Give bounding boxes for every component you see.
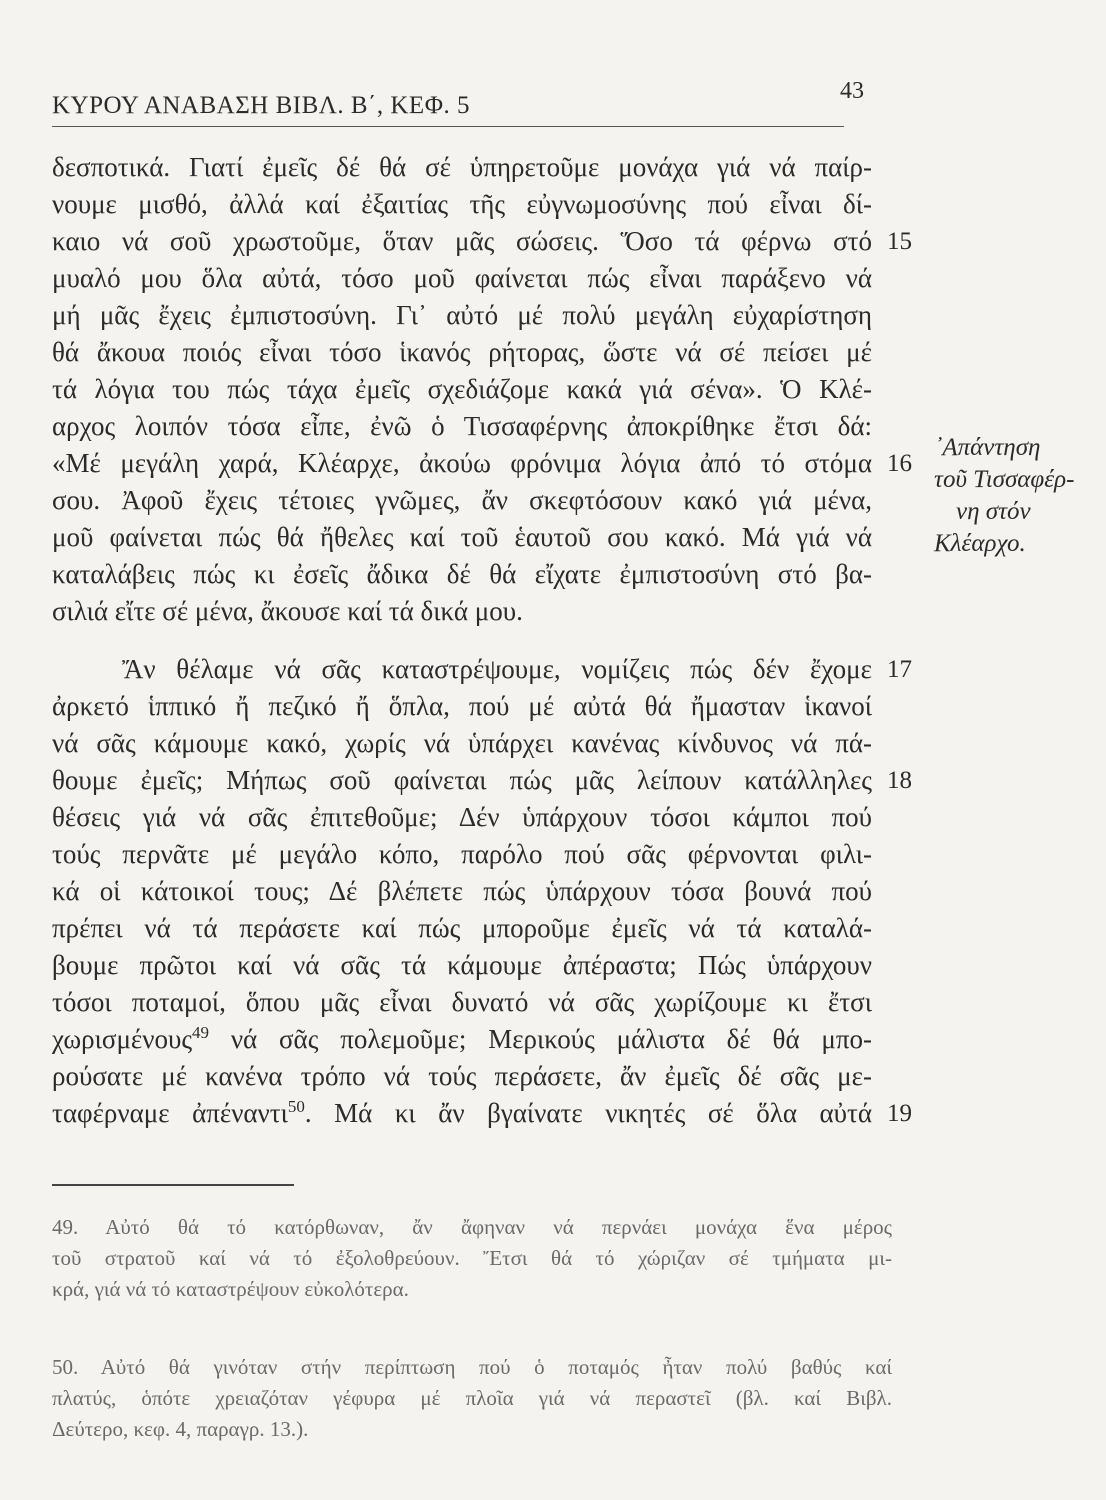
- section-number: 19: [887, 1100, 912, 1127]
- text-line: καταλάβεις πώς κι ἐσεῖς ἄδικα δέ θά εἴχατε ἐμπιστοσύνη στό βα-: [52, 559, 872, 589]
- footnote-separator: [52, 1184, 294, 1186]
- text-line: καιο νά σοῦ χρωστοῦμε, ὅταν μᾶς σώσεις. Ὅσο τά φέρνω στό: [52, 226, 872, 256]
- text-line: ρούσατε μέ κανένα τρόπο νά τούς περάσετε, ἄν ἐμεῖς δέ σᾶς με-: [52, 1061, 872, 1091]
- text-line: [52, 1022, 872, 1057]
- header-rule: [52, 126, 844, 127]
- margin-note-line: Κλέαρχο.: [934, 530, 1026, 557]
- text-segment: ταφέρναμε ἀπέναντι: [52, 1098, 288, 1128]
- text-line: τά λόγια του πώς τάχα ἐμεῖς σχεδιάζομε κακά γιά σένα». Ὁ Κλέ-: [52, 374, 872, 404]
- section-number: 16: [887, 450, 912, 477]
- text-line: σου. Ἀφοῦ ἔχεις τέτοιες γνῶμες, ἄν σκεφτόσουν κακό γιά μένα,: [52, 485, 872, 515]
- footnote-line: 50. Αὐτό θά γινόταν στήν περίπτωση πού ὁ ποταμός ἦταν πολύ βαθύς καί: [52, 1355, 892, 1379]
- text-line: τόσοι ποταμοί, ὅπου μᾶς εἶναι δυνατό νά σᾶς χωρίζουμε κι ἔτσι: [52, 987, 872, 1017]
- paragraph-first-line: Ἄν θέλαμε νά σᾶς καταστρέψουμε, νομίζεις πώς δέν ἔχομε: [122, 654, 872, 684]
- footnote-line: 49. Αὐτό θά τό κατόρθωναν, ἄν ἄφηναν νά περνάει μονάχα ἕνα μέρος: [52, 1215, 892, 1239]
- text-line: νουμε μισθό, ἀλλά καί ἐξαιτίας τῆς εὐγνωμοσύνης πού εἶναι δί-: [52, 189, 872, 219]
- text-line: θουμε ἐμεῖς; Μήπως σοῦ φαίνεται πώς μᾶς λείπουν κατάλληλες: [52, 765, 872, 795]
- text-segment: νά σᾶς πολεμοῦμε; Μερικούς μάλιστα δέ θά μπο-: [209, 1024, 872, 1054]
- footnote-line: πλατύς, ὁπότε χρειαζόταν γέφυρα μέ πλοῖα γιά νά περαστεῖ (βλ. καί Βιβλ.: [52, 1386, 892, 1410]
- text-line: μή μᾶς ἔχεις ἐμπιστοσύνη. Γι᾽ αὐτό μέ πολύ μεγάλη εὐχαρίστηση: [52, 300, 872, 330]
- footnote-reference: 49: [192, 1023, 210, 1042]
- running-header: ΚΥΡΟΥ ΑΝΑΒΑΣΗ ΒΙΒΛ. Β΄, ΚΕΦ. 5: [52, 92, 470, 119]
- text-line: νά σᾶς κάμουμε κακό, χωρίς νά ὑπάρχει κανένας κίνδυνος νά πά-: [52, 728, 872, 758]
- section-number: 18: [887, 767, 912, 794]
- text-line: θά ἄκουα ποιός εἶναι τόσο ἱκανός ρήτορας, ὥστε νά σέ πείσει μέ: [52, 337, 872, 367]
- text-line: ἀρκετό ἱππικό ἤ πεζικό ἤ ὅπλα, πού μέ αὐτά θά ἤμασταν ἱκανοί: [52, 691, 872, 721]
- text-line: αρχος λοιπόν τόσα εἶπε, ἐνῶ ὁ Τισσαφέρνης ἀποκρίθηκε ἔτσι δά:: [52, 411, 872, 441]
- text-line: μοῦ φαίνεται πώς θά ἤθελες καί τοῦ ἑαυτοῦ σου κακό. Μά γιά νά: [52, 522, 872, 552]
- text-line: πρέπει νά τά περάσετε καί πώς μποροῦμε ἐμεῖς νά τά καταλά-: [52, 913, 872, 943]
- text-line: δεσποτικά. Γιατί ἐμεῖς δέ θά σέ ὑπηρετοῦμε μονάχα γιά νά παίρ-: [52, 152, 872, 182]
- footnote-reference: 50: [287, 1097, 305, 1116]
- footnote-line: Δεύτερο, κεφ. 4, παραγρ. 13.).: [52, 1417, 309, 1441]
- section-number: 17: [887, 656, 912, 683]
- text-line: βουμε πρῶτοι καί νά σᾶς τά κάμουμε ἀπέραστα; Πώς ὑπάρχουν: [52, 950, 872, 980]
- text-line: σιλιά εἴτε σέ μένα, ἄκουσε καί τά δικά μου.: [52, 596, 523, 626]
- margin-note: [934, 432, 1094, 560]
- footnote-line: τοῦ στρατοῦ καί νά τό ἐξολοθρεύουν. Ἔτσι θά τό χώριζαν σέ τμήματα μι-: [52, 1246, 892, 1270]
- text-segment: χωρισμένους: [52, 1024, 193, 1054]
- text-line: τούς περνᾶτε μέ μεγάλο κόπο, παρόλο πού σᾶς φέρνονται φιλι-: [52, 839, 872, 869]
- margin-note-line: τοῦ Τισσαφέρ-: [934, 466, 1075, 493]
- section-number: 15: [887, 228, 912, 255]
- text-line: κά οἱ κάτοικοί τους; Δέ βλέπετε πώς ὑπάρχουν τόσα βουνά πού: [52, 876, 872, 906]
- margin-note-line: νη στόν: [956, 498, 1031, 525]
- footnote-line: κρά, γιά νά τό καταστρέψουν εὐκολότερα.: [52, 1277, 409, 1301]
- text-segment: . Μά κι ἄν βγαίνατε νικητές σέ ὅλα αὐτά: [304, 1098, 872, 1128]
- margin-note-line: ᾽Απάντηση: [934, 434, 1041, 461]
- text-line: θέσεις γιά νά σᾶς ἐπιτεθοῦμε; Δέν ὑπάρχουν τόσοι κάμποι πού: [52, 802, 872, 832]
- page-number: 43: [840, 78, 864, 104]
- text-line: «Μέ μεγάλη χαρά, Κλέαρχε, ἀκούω φρόνιμα λόγια ἀπό τό στόμα: [52, 448, 872, 478]
- text-line: [52, 1096, 872, 1131]
- text-line: μυαλό μου ὅλα αὐτά, τόσο μοῦ φαίνεται πώς εἶναι παράξενο νά: [52, 263, 872, 293]
